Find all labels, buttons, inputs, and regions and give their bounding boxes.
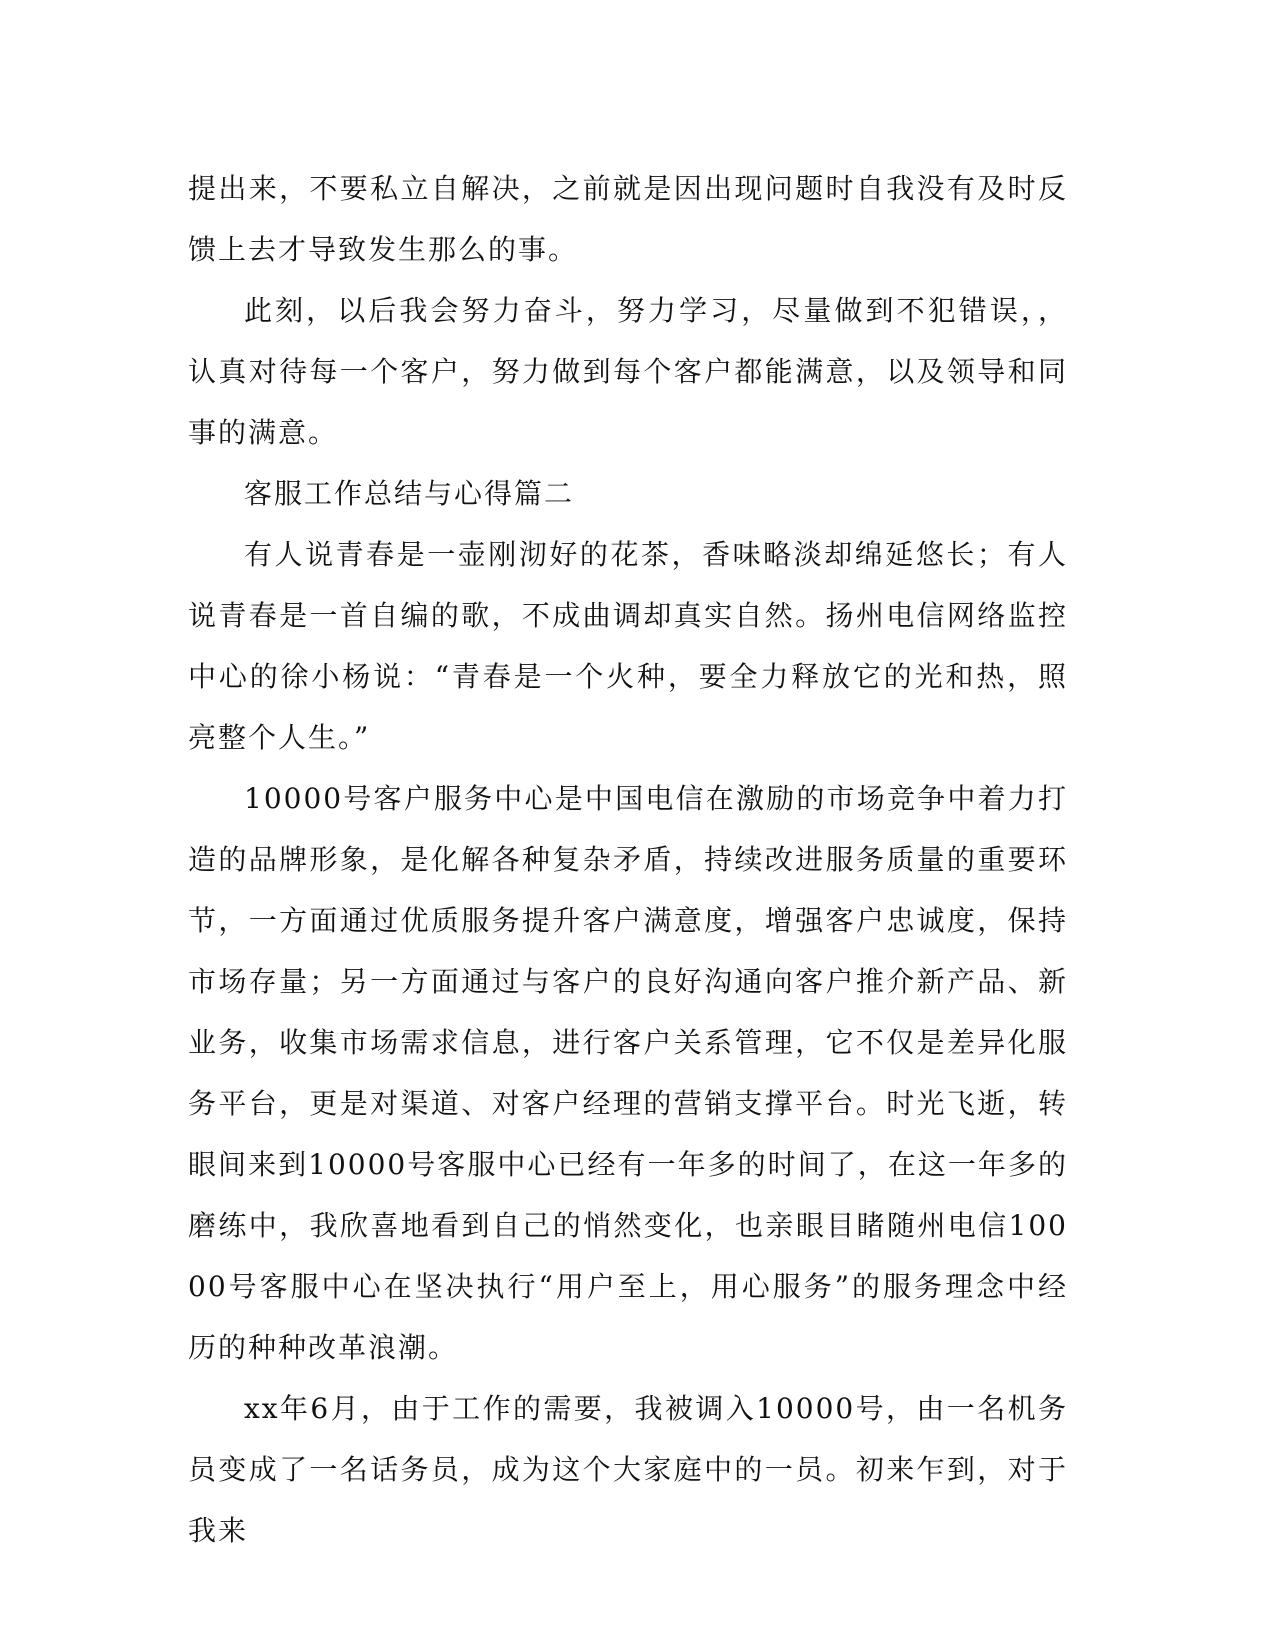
document-body: [188, 158, 1068, 1561]
paragraph: 有人说青春是一壶刚沏好的花茶，香味略淡却绵延悠长；有人说青春是一首自编的歌，不成曲调却真实自然。扬州电信网络监控中心的徐小杨说：“青春是一个火种，要全力释放它的光和热，照亮整个人生。”: [188, 538, 1068, 754]
paragraph: xx年6月，由于工作的需要，我被调入10000号，由一名机务员变成了一名话务员，成为这个大家庭中的一员。初来乍到，对于我来: [188, 1392, 1068, 1547]
section-heading: 客服工作总结与心得篇二: [244, 477, 575, 510]
paragraph: 提出来，不要私立自解决，之前就是因出现问题时自我没有及时反馈上去才导致发生那么的事。: [188, 172, 1068, 266]
paragraph: 此刻，以后我会努力奋斗，努力学习，尽量做到不犯错误，，认真对待每一个客户，努力做到每个客户都能满意，以及领导和同事的满意。: [188, 294, 1068, 449]
paragraph: 10000号客户服务中心是中国电信在激励的市场竞争中着力打造的品牌形象，是化解各种复杂矛盾，持续改进服务质量的重要环节，一方面通过优质服务提升客户满意度，增强客户忠诚度，保持市场存量；另一方面通过与客户的良好沟通向客户推介新产品、新业务，收集市场需求信息，进行客户关系管理，它不仅是差异化服务平台，更是对渠道、对客户经理的营销支撑平台。时光飞逝，转眼间来到10000号客服中心已经有一年多的时间了，在这一年多的磨练中，我欣喜地看到自己的悄然变化，也亲眼目睹随州电信10000号客服中心在坚决执行“用户至上，用心服务”的服务理念中经历的种种改革浪潮。: [188, 782, 1068, 1364]
